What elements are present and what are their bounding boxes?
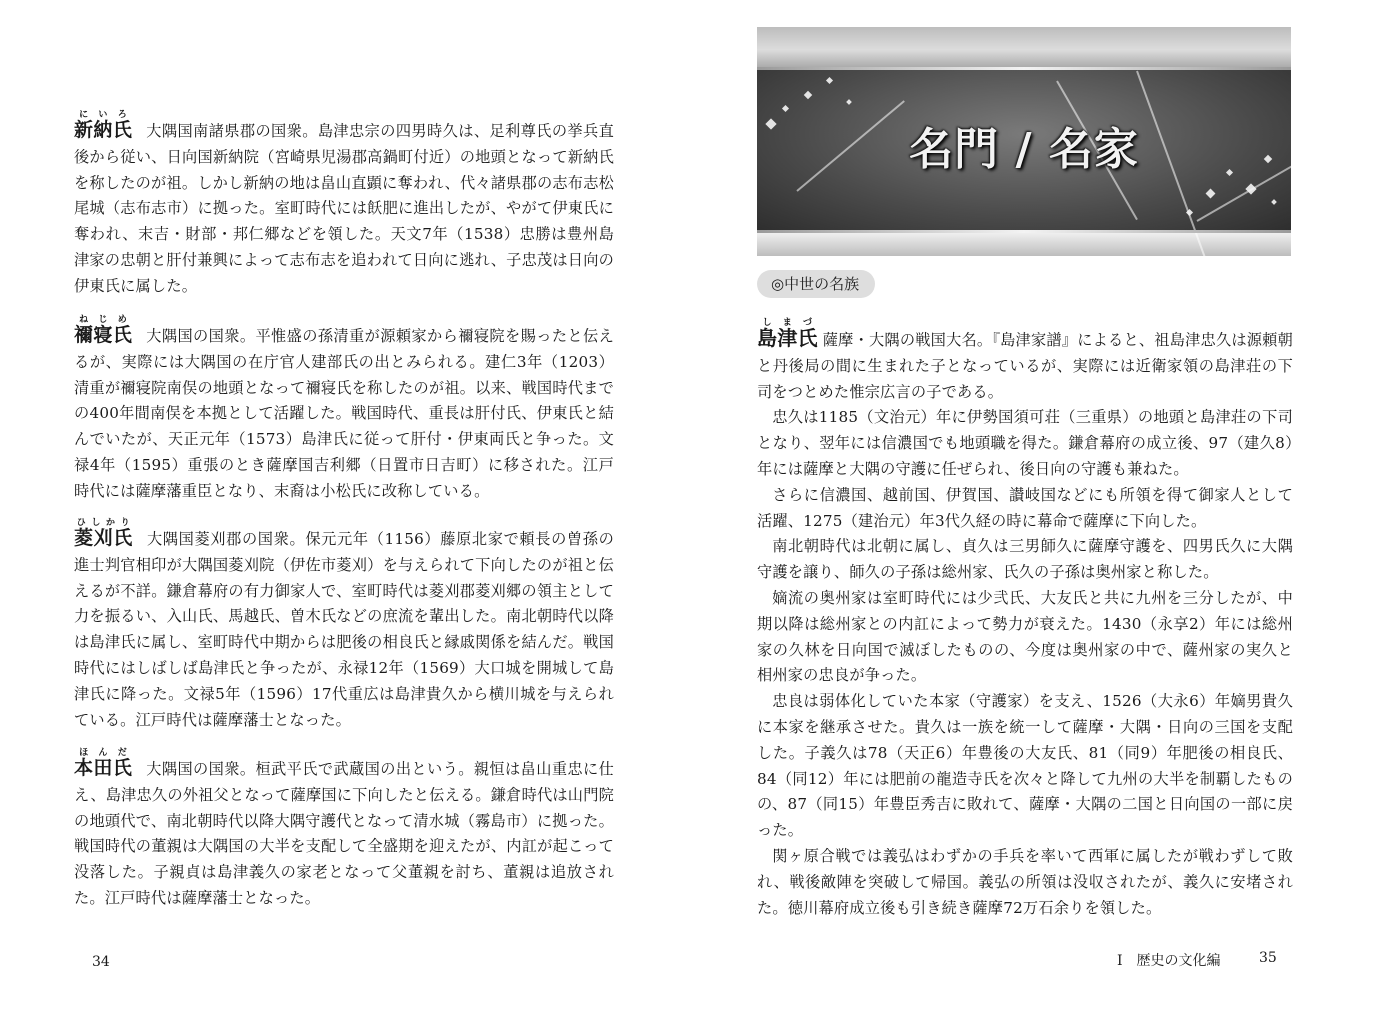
- page-number: 35: [1259, 950, 1277, 966]
- clan-name: 菱刈氏ひしかり: [74, 518, 133, 549]
- entry-text: 大隅国の国衆。平惟盛の孫清重が源頼家から禰寝院を賜ったと伝えるが、実際には大隅国の在庁官人建部氏の出とみられる。建仁3年（1203）清重が禰寝院南俣の地頭となって禰寝氏を称したのが祖。以来、戦国時代までの400年間南俣を本拠として活躍した。戦国時代、重長は肝付氏、伊東氏と結んでいたが、天正元年（1573）島津氏に従って肝付・伊東両氏と争った。文禄4年（1595）重張のとき薩摩国吉利郷（日置市日吉町）に移された。江戸時代には薩摩藩重臣となり、末裔は小松氏に改称している。: [74, 327, 615, 500]
- paragraph: 薩摩・大隅の戦国大名。『島津家譜』によると、祖島津忠久は源頼朝と丹後局の間に生まれた子となっているが、実際には近衛家領の島津荘の下司をつとめた惟宗広言の子である。: [757, 331, 1293, 401]
- page-number: 34: [92, 954, 110, 970]
- right-page: [689, 0, 1378, 1016]
- chapter-banner: [757, 27, 1291, 256]
- paragraph: 嫡流の奥州家は室町時代には少弐氏、大友氏と共に九州を三分したが、中期以降は総州家との内訌によって勢力が衰えた。1430（永享2）年には総州家の久林を日向国で滅ぼしたものの、今度は奥州家の中で、薩州家の実久と相州家の忠良が争った。: [757, 588, 1293, 685]
- entry-nejime: [74, 315, 614, 505]
- paragraph: 南北朝時代は北朝に属し、貞久は三男師久に薩摩守護を、四男氏久に大隅守護を譲り、師久の子孫は総州家、氏久の子孫は奥州家と称した。: [757, 537, 1293, 582]
- clan-name: 新納氏にいろ: [74, 110, 133, 141]
- entry-honda: [74, 748, 614, 912]
- entry-text: 大隅国南諸県郡の国衆。島津忠宗の四男時久は、足利尊氏の挙兵直後から従い、日向国新納院（宮崎県児湯郡高鍋町付近）の地頭となって新納氏を称したのが祖。しかし新納の地は畠山直顕に奪われ、代々諸県郡の志布志松尾城（志布志市）に拠った。室町時代には飫肥に進出したが、やがて伊東氏に奪われ、末吉・財部・邦仁郷などを領した。天文7年（1538）忠勝は豊州島津家の忠朝と肝付兼興によって志布志を追われて日向に逃れ、子忠茂は日向の伊東氏に属した。: [74, 122, 615, 295]
- entry-niiro: [74, 110, 614, 300]
- running-footer: Ⅰ 歴史の文化編: [1117, 953, 1221, 969]
- entry-shimazu: [757, 318, 1293, 921]
- banner-title: 名門 / 名家: [909, 124, 1139, 175]
- clan-name: 本田氏ほんだ: [74, 748, 133, 779]
- entry-hishikari: [74, 518, 614, 733]
- paragraph: 忠良は弱体化していた本家（守護家）を支え、1526（大永6）年嫡男貴久に本家を継承させた。貴久は一族を統一して薩摩・大隅・日向の三国を支配した。子義久は78（天正6）年豊後の大友氏、81（同9）年肥後の相良氏、84（同12）年には肥前の龍造寺氏を次々と降して九州の大半を制覇したものの、87（同15）年豊臣秀吉に敗れて、薩摩・大隅の二国と日向国の一部に戻った。: [757, 692, 1293, 840]
- section-label: ◎中世の名族: [757, 270, 875, 298]
- paragraph: 関ヶ原合戦では義弘はわずかの手兵を率いて西軍に属したが戦わずして敗れ、戦後敵陣を突破して帰国。義弘の所領は没収されたが、義久に安堵された。徳川幕府成立後も引き続き薩摩72万石余りを領した。: [757, 846, 1293, 917]
- clan-name: 禰寝氏ねじめ: [74, 315, 133, 346]
- clan-heading: 島津氏しまづ: [757, 318, 818, 350]
- entry-text: 大隅国の国衆。桓武平氏で武蔵国の出という。親恒は畠山重忠に仕え、島津忠久の外祖父となって薩摩国に下向したと伝える。鎌倉時代は山門院の地頭代で、南北朝時代以降大隅守護代となって清水城（霧島市）に拠った。戦国時代の董親は大隅国の大半を支配して全盛期を迎えたが、内訌が起こって没落した。子親貞は島津義久の家老となって父董親を討ち、董親は追放された。江戸時代は薩摩藩士となった。: [74, 760, 615, 907]
- entry-text: 大隅国菱刈郡の国衆。保元元年（1156）藤原北家で頼長の曽孫の進士判官相印が大隅国菱刈院（伊佐市菱刈）を与えられて下向したのが祖と伝えるが不詳。鎌倉幕府の有力御家人で、室町時代は菱刈郡菱刈郷の領主として力を振るい、入山氏、馬越氏、曽木氏などの庶流を輩出した。南北朝時代以降は島津氏に属し、室町時代中期からは肥後の相良氏と縁戚関係を結んだ。戦国時代にはしばしば島津氏と争ったが、永禄12年（1569）大口城を開城して島津氏に降った。文禄5年（1596）17代重広は島津貴久から横川城を与えられている。江戸時代は薩摩藩士となった。: [74, 530, 614, 729]
- paragraph: さらに信濃国、越前国、伊賀国、讃岐国などにも所領を得て御家人として活躍、1275（建治元）年3代久経の時に幕命で薩摩に下向した。: [757, 485, 1293, 530]
- paragraph: 忠久は1185（文治元）年に伊勢国須可荘（三重県）の地頭と島津荘の下司となり、翌年には信濃国でも地頭職を得た。鎌倉幕府の成立後、97（建久8）年には薩摩と大隅の守護に任ぜられ、後日向の守護も兼ねた。: [757, 408, 1293, 478]
